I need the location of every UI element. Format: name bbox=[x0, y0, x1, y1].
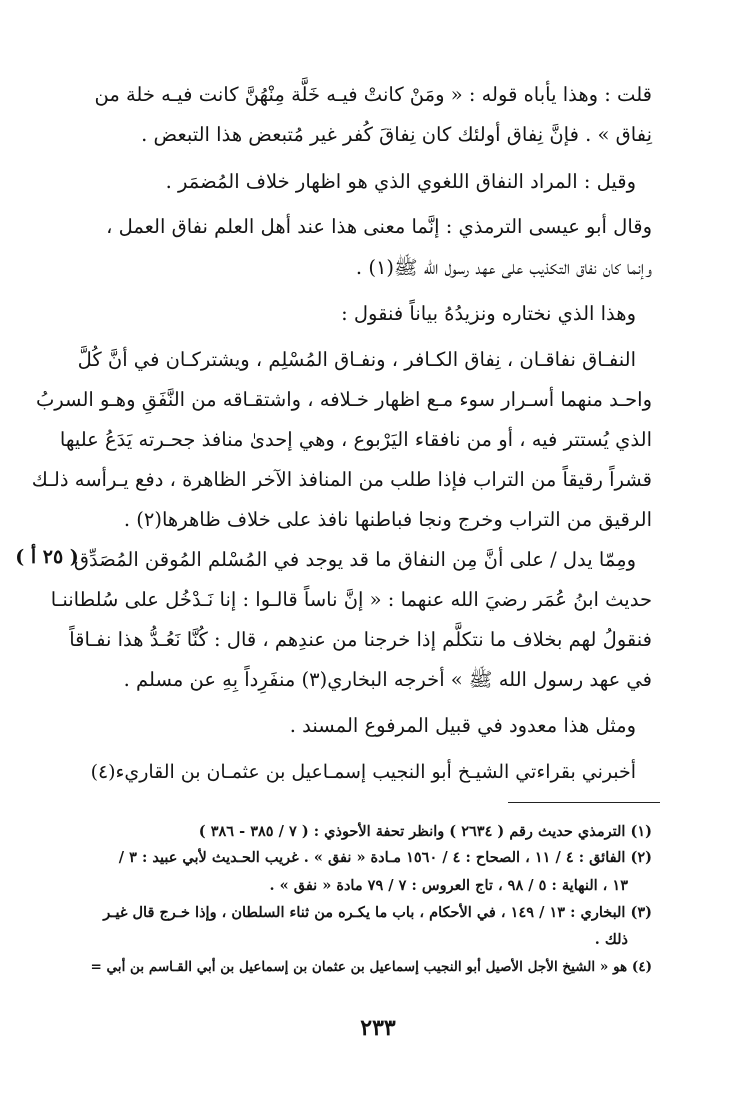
footnote-3-cont: ذلك . bbox=[594, 931, 628, 948]
page-number: ٢٣٣ bbox=[360, 1015, 396, 1041]
body-line-9: الذي يُستتر فيه ، أو من نافقاء اليَرْبوع ، وهي إحدىٰ منافذ جحـرته يَدَعُ عليها bbox=[59, 428, 652, 451]
body-line-7: النفـاق نفاقـان ، نِفاق الكـافر ، ونفـاق المُسْلِم ، ويشتركـان في أنَّ كُلَّ bbox=[77, 348, 636, 371]
footnote-2-cont: ١٣ ، النهاية : ٥ / ٩٨ ، تاج العروس : ٧ / ٧٩ مادة « نفق » . bbox=[269, 877, 628, 894]
footnote-1: (١) الترمذي حديث رقم ( ٢٦٣٤ ) وانظر تحفة الأحوذي : ( ٧ / ٣٨٥ - ٣٨٦ ) bbox=[198, 823, 652, 840]
body-line-15: في عهد رسول الله ﷺ » أخرجه البخاري(٣) منفَرِداً بِهِ عن مسلم . bbox=[123, 668, 652, 691]
body-line-3: وقيل : المراد النفاق اللغوي الذي هو اظهار خلاف المُضمَر . bbox=[165, 170, 636, 193]
body-line-12: ومِمّا يدل / على أنَّ مِن النفاق ما قد يوجد في المُسْلم المُوقن المُصَدِّق bbox=[73, 548, 636, 571]
body-line-5: وإنما كان نفاق التكذيب على عهد رسول الله ﷺ(١) . bbox=[355, 256, 652, 279]
body-line-8: واحـد منهما أسـرار سوء مـع اظهار خـلافه ، واشتقـاقه من النَّفَقِ وهـو السربُ bbox=[35, 388, 652, 411]
body-line-2: نِفاق » . فإنَّ نِفاق أولئك كان نِفاقَ كُفر غير مُتبعض هذا التبعض . bbox=[141, 123, 652, 146]
body-line-13: حديث ابنُ عُمَر رضيَ الله عنهما : « إنَّ ناساً قالـوا : إنا نَـدْخُل على سُلطاننـا bbox=[50, 588, 652, 611]
body-line-1: قلت : وهذا يأباه قوله : « ومَنْ كانتْ فيـه خَلَّة مِنْهُنَّ كانت فيـه خلة من bbox=[94, 83, 652, 106]
body-line-14: فنقولُ لهم بخلاف ما نتكلَّم إذا خرجنا من عندِهم ، قال : كُنَّا نَعُـدُّ هذا نفـاقاً bbox=[69, 628, 652, 651]
body-line-10: قشراً رقيقاً من التراب فإذا طلب من المنافذ الآخر الظاهرة ، دفع يـرأسه ذلـك bbox=[31, 468, 652, 491]
footnote-3: (٣) البخاري : ١٣ / ١٤٩ ، في الأحكام ، باب ما يكـره من ثناء السلطان ، وإذا خـرج قال غيـر bbox=[103, 904, 652, 921]
body-line-11: الرقيق من التراب وخرج ونجا فباطنها نافذ على خلاف ظاهرها(٢) . bbox=[123, 508, 652, 531]
body-line-4: وقال أبو عيسى الترمذي : إنَّما معنى هذا عند أهل العلم نفاق العمل ، bbox=[106, 215, 652, 238]
manuscript-folio-note: ( ٢٥ أ ) bbox=[15, 546, 79, 568]
footnote-4: (٤) هو « الشيخ الأجل الأصيل أبو النجيب إسماعيل بن عثمان بن إسماعيل بن أبي القـاسم بن أبي = bbox=[90, 959, 652, 975]
body-line-17: أخبرني بقراءتي الشيـخ أبو النجيب إسمـاعيل بن عثمـان بن القاريء(٤) bbox=[90, 761, 636, 783]
footnote-2: (٢) الفائق : ٤ / ١١ ، الصحاح : ٤ / ١٥٦٠ مـادة « نفق » . غريب الحـديث لأبي عبيد : ٣ / bbox=[118, 849, 652, 866]
body-line-6: وهذا الذي نختاره ونزيدُهُ بياناً فنقول : bbox=[341, 302, 636, 325]
body-line-16: ومثل هذا معدود في قبيل المرفوع المسند . bbox=[289, 714, 636, 737]
footnote-separator bbox=[508, 802, 660, 803]
